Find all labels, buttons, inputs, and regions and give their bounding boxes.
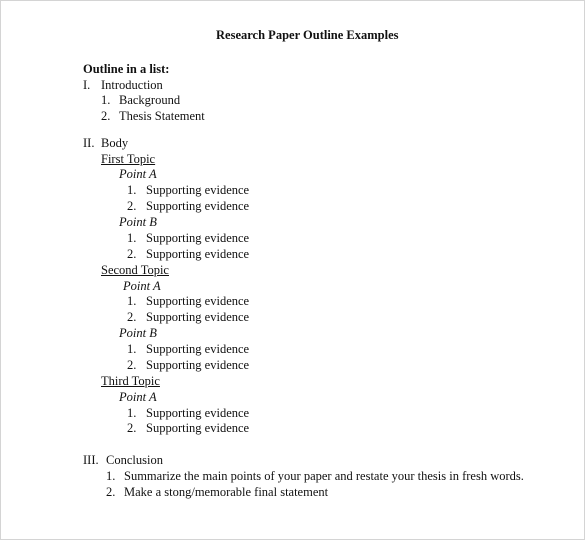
list-number: 2. xyxy=(127,358,137,372)
point-heading: Point A xyxy=(119,167,157,181)
list-item-text: Supporting evidence xyxy=(146,294,250,308)
list-number: 1. xyxy=(101,93,111,107)
list-number: 2. xyxy=(127,247,137,261)
document-title: Research Paper Outline Examples xyxy=(216,28,399,42)
point-heading: Point A xyxy=(123,279,161,293)
section-label-conclusion: Conclusion xyxy=(106,453,163,467)
list-number: 1. xyxy=(127,294,137,308)
section-label-body: Body xyxy=(101,136,129,150)
list-number: 2. xyxy=(101,109,111,123)
topic-heading: First Topic xyxy=(101,152,156,166)
list-number: 2. xyxy=(127,421,137,435)
list-item-text: Supporting evidence xyxy=(146,247,250,261)
list-number: 1. xyxy=(127,231,137,245)
list-item-text: Supporting evidence xyxy=(146,310,250,324)
point-heading: Point B xyxy=(119,215,157,229)
section-numeral: III. xyxy=(83,453,99,467)
list-item-text: Supporting evidence xyxy=(146,358,250,372)
list-item-text: Supporting evidence xyxy=(146,421,250,435)
list-item-text: Background xyxy=(119,93,181,107)
list-item-text: Supporting evidence xyxy=(146,231,250,245)
list-number: 2. xyxy=(127,310,137,324)
point-heading: Point A xyxy=(119,390,157,404)
list-item-text: Supporting evidence xyxy=(146,199,250,213)
list-item-text: Make a stong/memorable final statement xyxy=(124,485,329,499)
list-item-text: Supporting evidence xyxy=(146,342,250,356)
list-number: 2. xyxy=(106,485,116,499)
list-item-text: Supporting evidence xyxy=(146,406,250,420)
outline-heading: Outline in a list: xyxy=(83,62,170,76)
topic-heading: Second Topic xyxy=(101,263,169,277)
list-item-text: Summarize the main points of your paper and restate your thesis in fresh words. xyxy=(124,469,524,483)
list-number: 1. xyxy=(127,183,137,197)
list-number: 1. xyxy=(127,342,137,356)
list-item-text: Supporting evidence xyxy=(146,183,250,197)
point-heading: Point B xyxy=(119,326,157,340)
section-numeral: I. xyxy=(83,78,91,92)
list-number: 2. xyxy=(127,199,137,213)
topic-heading: Third Topic xyxy=(101,374,160,388)
list-item-text: Thesis Statement xyxy=(119,109,205,123)
section-label-introduction: Introduction xyxy=(101,78,163,92)
section-numeral: II. xyxy=(83,136,95,150)
list-number: 1. xyxy=(106,469,116,483)
list-number: 1. xyxy=(127,406,137,420)
